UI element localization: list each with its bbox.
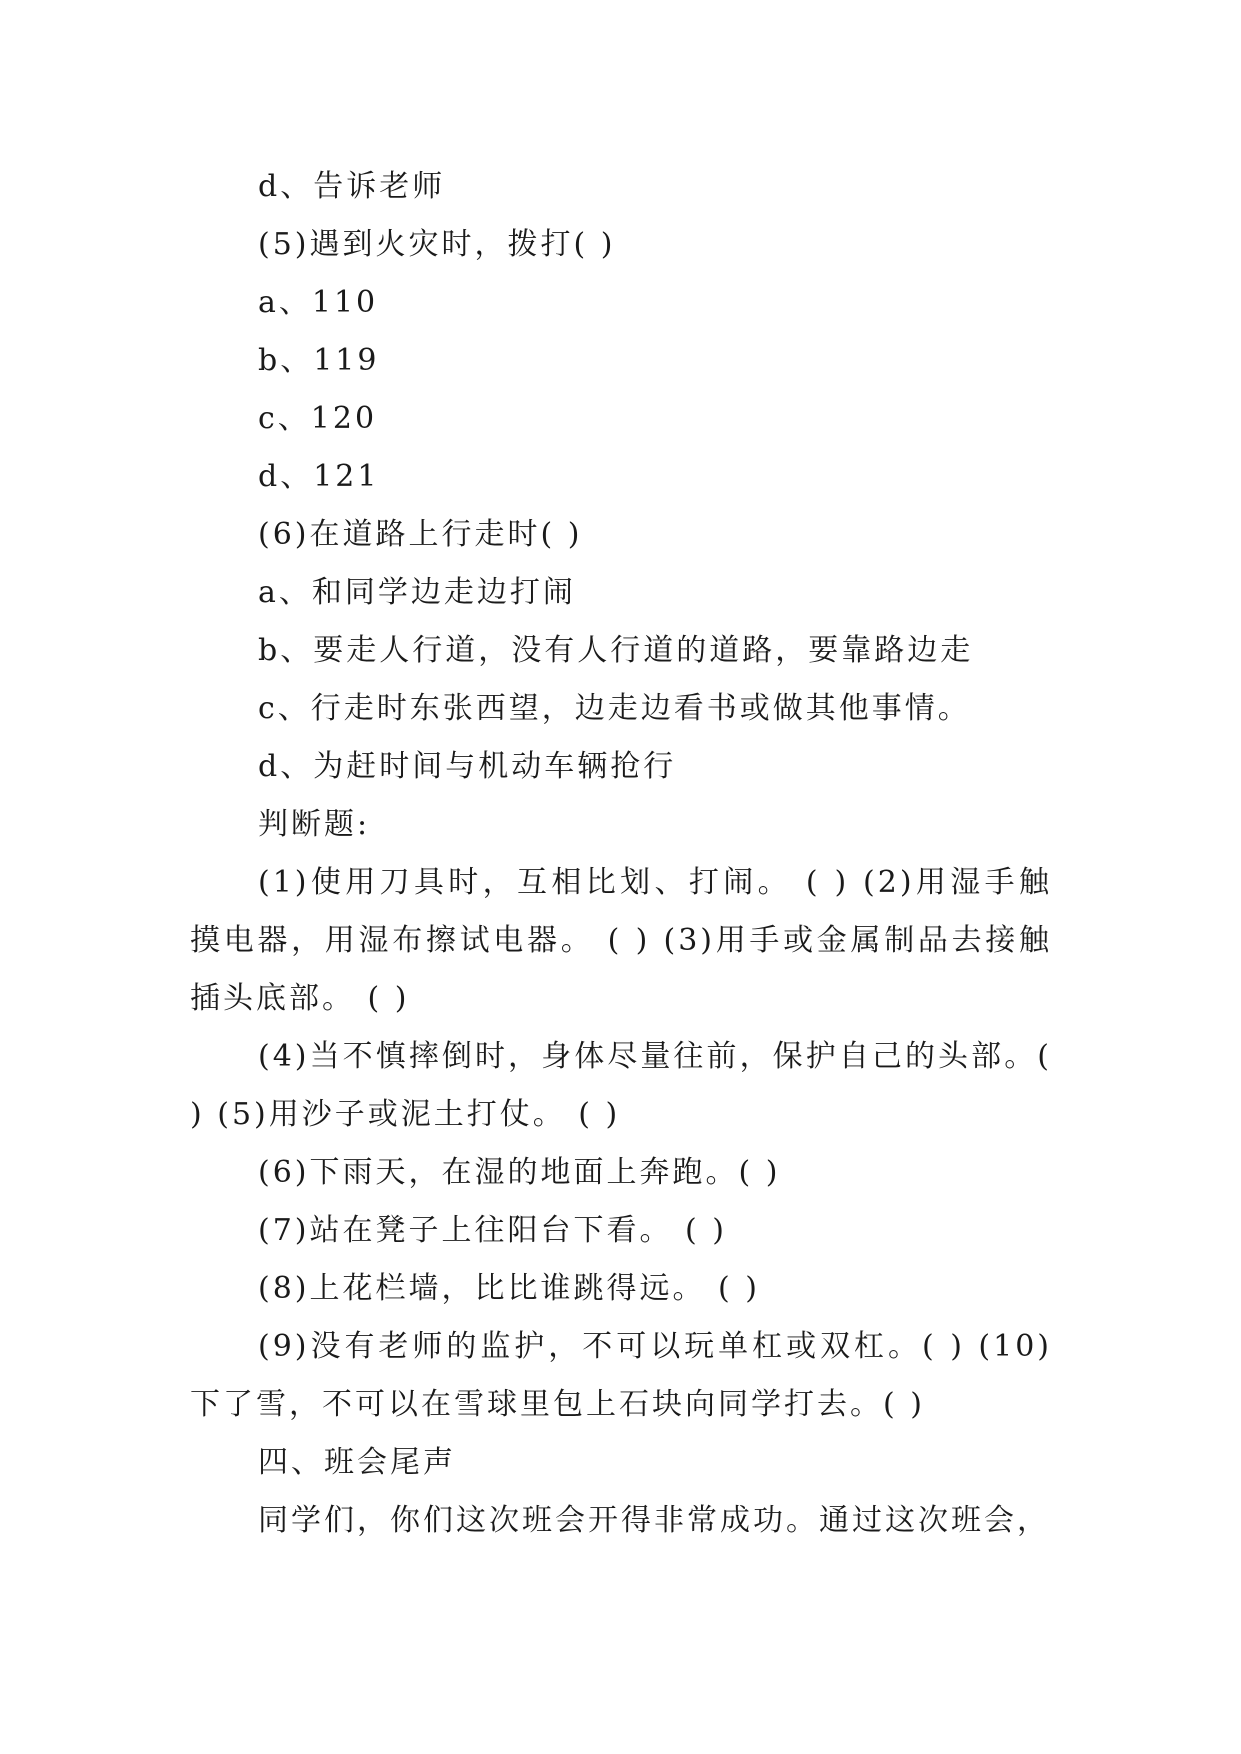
option-6d: d、为赶时间与机动车辆抢行: [258, 749, 677, 784]
option-6b: b、要走人行道，没有人行道的道路，要靠路边走: [258, 633, 974, 668]
judgement-item-8: (8)上花栏墙，比比谁跳得远。 ( ): [258, 1271, 760, 1306]
option-6a: a、和同学边走边打闹: [258, 575, 576, 610]
option-5b: b、119: [258, 343, 380, 378]
question-6: (6)在道路上行走时( ): [258, 517, 583, 552]
section-title: 四、班会尾声: [258, 1445, 456, 1480]
judgement-item-7: (7)站在凳子上往阳台下看。 ( ): [258, 1213, 727, 1248]
judgement-para-2: (4)当不慎摔倒时，身体尽量往前，保护自己的头部。( ) (5)用沙子或泥土打仗。 ( ): [190, 1039, 1052, 1132]
judgement-para-1: (1)使用刀具时，互相比划、打闹。 ( ) (2)用湿手触摸电器，用湿布擦试电器。 ( ) (3)用手或金属制品去接触插头底部。 ( ): [190, 865, 1052, 1016]
judgement-heading: 判断题:: [258, 807, 371, 842]
option-5d2: d、121: [258, 459, 380, 494]
question-5: (5)遇到火灾时，拨打( ): [258, 227, 616, 262]
option-5c: c、120: [258, 401, 378, 436]
document-body: [190, 158, 1052, 1550]
option-5d: d、告诉老师: [258, 169, 446, 204]
closing-paragraph: 同学们，你们这次班会开得非常成功。通过这次班会，: [258, 1503, 1050, 1538]
judgement-item-6: (6)下雨天，在湿的地面上奔跑。( ): [258, 1155, 781, 1190]
option-5a: a、110: [258, 285, 379, 320]
option-6c: c、行走时东张西望，边走边看书或做其他事情。: [258, 691, 971, 726]
judgement-para-9: (9)没有老师的监护，不可以玩单杠或双杠。( ) (10)下了雪，不可以在雪球里包上石块向同学打去。( ): [190, 1329, 1052, 1422]
